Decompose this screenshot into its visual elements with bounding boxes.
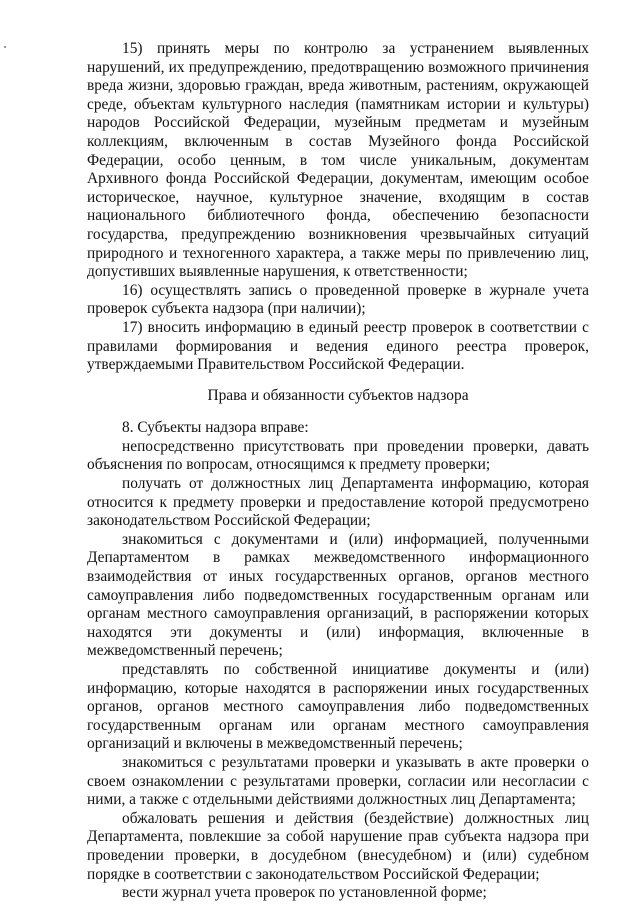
document-body: [87, 40, 589, 903]
paragraph-right-appeal: обжаловать решения и действия (бездействие) должностных лиц Департамента, повлекшие за собой нарушение прав субъекта надзора при проведении проверки, в досудебном (внесудебном) и (или) судебном порядке в соответствии с законодательством Российской Федерации;: [87, 809, 589, 883]
scan-speck: [4, 46, 6, 48]
paragraph-clause-8: 8. Субъекты надзора вправе:: [122, 419, 309, 437]
paragraph-item-15: 15) принять меры по контролю за устранением выявленных нарушений, их предупреждению, предотвращению возможного причинения вреда жизни, здоровью граждан, вреда животным, растениям, окружающей среде, объектам культурного наследия (памятникам истории и культуры) народов Российской Федерации, музейным предметам и музейным коллекциям, включенным в состав Музейного фонда Российской Федерации, особо ценным, в том числе уникальным, документам Архивного фонда Российской Федерации, документам, имеющим особое историческое, научное, культурное значение, входящим в состав национального библиотечного фонда, обеспечению безопасности государства, предупреждению возникновения чрезвычайных ситуаций природного и техногенного характера, а также меры по привлечению лиц, допустивших выявленные нарушения, к ответственности;: [87, 40, 589, 281]
paragraph-item-16: 16) осуществлять запись о проведенной проверке в журнале учета проверок субъекта надзора (при наличии);: [87, 281, 589, 318]
paragraph-right-attend: непосредственно присутствовать при проведении проверки, давать объяснения по вопросам, относящимся к предмету проверки;: [87, 437, 589, 474]
paragraph-right-review-results: знакомиться с результатами проверки и указывать в акте проверки о своем ознакомлении с результатами проверки, согласии или несогласии с ними, а также с отдельными действиями должностных лиц Департамента;: [87, 753, 589, 809]
paragraph-item-17: 17) вносить информацию в единый реестр проверок в соответствии с правилами формирования и ведения единого реестра проверок, утверждаемыми Правительством Российской Федерации.: [87, 318, 589, 374]
paragraph-right-keep-journal: вести журнал учета проверок по установленной форме;: [122, 884, 487, 902]
paragraph-right-review-documents: знакомиться с документами и (или) информацией, полученными Департаментом в рамках межведомственного информационного взаимодействия от иных государственных органов, органов местного самоуправления либо подведомственных государственным органам или органам местного самоуправления организаций, в распоряжении которых находятся эти документы и (или) информация, включенные в межведомственный перечень;: [87, 530, 589, 660]
section-heading: Права и обязанности субъектов надзора: [207, 386, 469, 404]
paragraph-right-submit-documents: представлять по собственной инициативе документы и (или) информацию, которые находятся в распоряжении иных государственных органов, органов местного самоуправления либо подведомственных государственным органам или органам местного самоуправления организаций и включены в межведомственный перечень;: [87, 661, 589, 753]
paragraph-right-receive-info: получать от должностных лиц Департамента информацию, которая относится к предмету проверки и предоставление которой предусмотрено законодательством Российской Федерации;: [87, 475, 589, 530]
